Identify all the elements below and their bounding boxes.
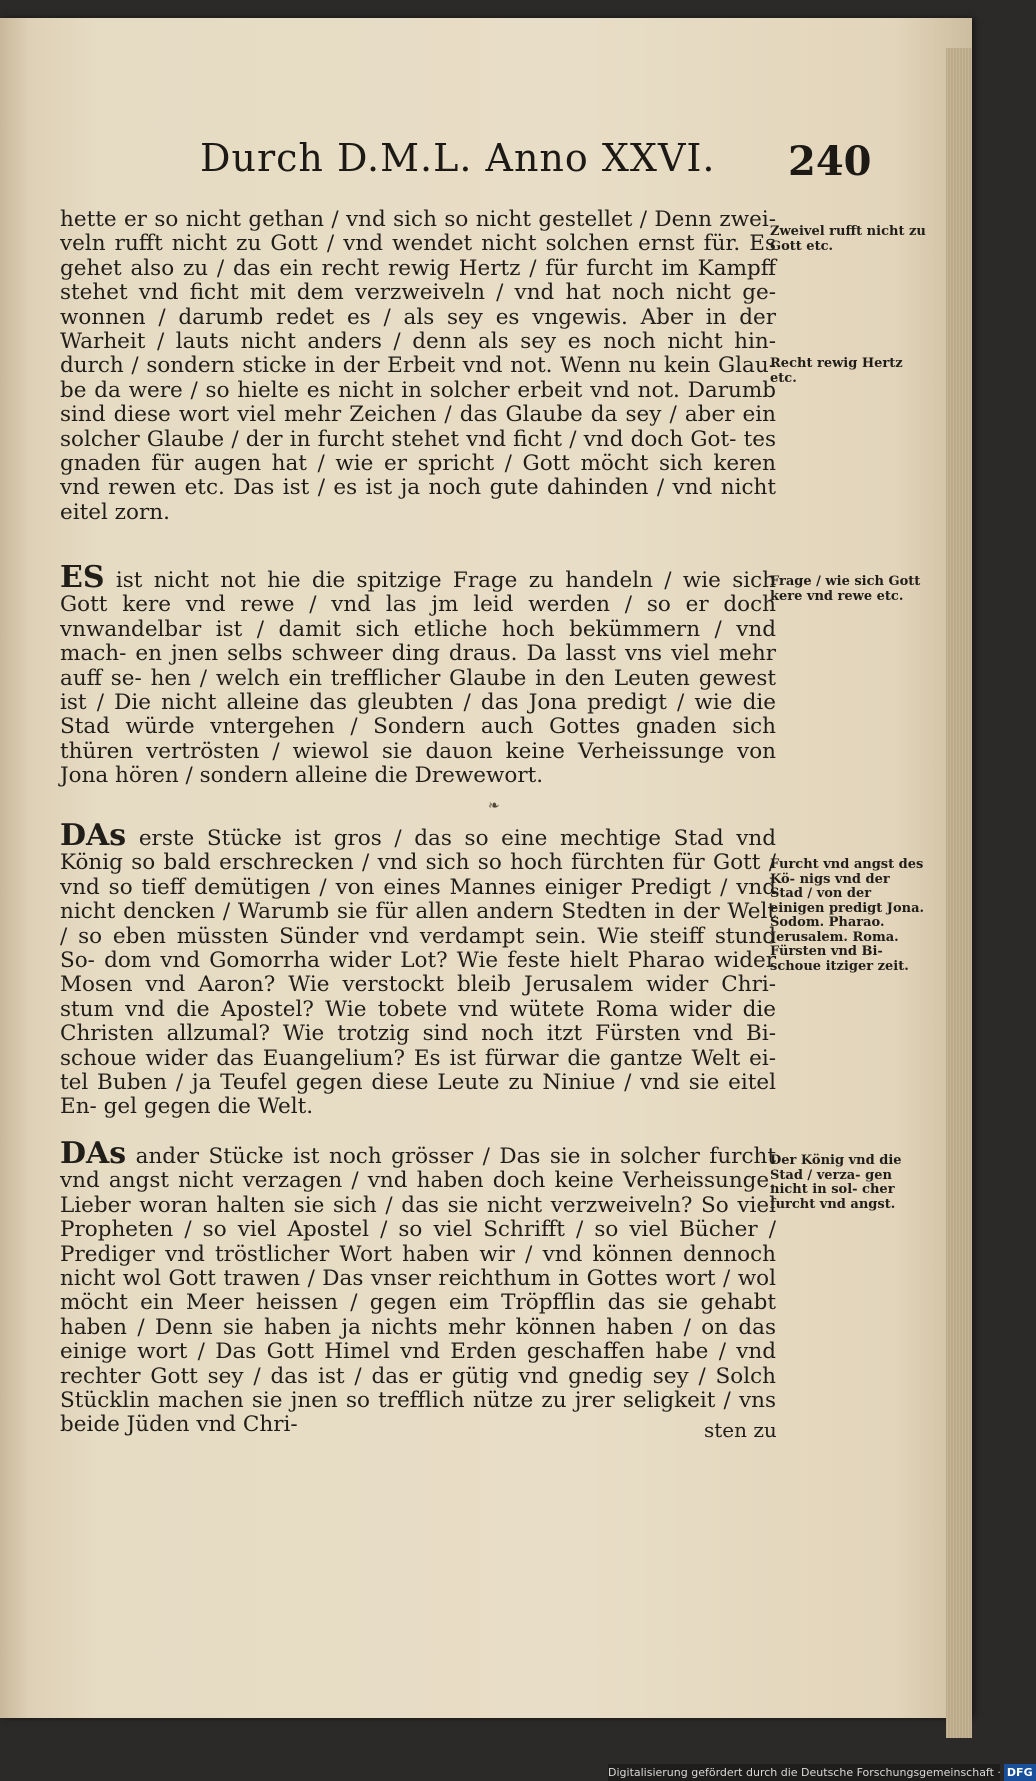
digitization-footer [608, 1764, 1033, 1781]
running-title: Durch D.M.L. Anno XXVI. [200, 136, 716, 180]
initial-letters: DAs [60, 818, 127, 853]
paragraph-4 [60, 1136, 776, 1438]
margin-note-3: Frage / wie sich Gott kere vnd rewe etc. [770, 574, 921, 604]
initial-letters: DAs [60, 1136, 127, 1171]
paragraph-2 [60, 560, 776, 792]
page-edge [946, 48, 972, 1738]
page-number: 240 [788, 138, 872, 185]
initial-letters: ES [60, 560, 105, 595]
paragraph-text: hette er so nicht gethan / vnd sich so nicht gestellet / Denn zwei- veln rufft nicht zu Gott / vnd wendet nicht solchen ernst für. Es gehet also zu / das ein recht rewig Hertz / für furcht im Kampff stehet vnd ficht mit dem verzweiveln / vnd hat noch nicht ge- wonnen / darumb redet es / als sey es vngewis. Aber in der Warheit / lauts nicht anders / denn als sey es noch nicht hin- durch / sondern sticke in der Erbeit vnd not. Wenn nu kein Glau- be da were / so hielte es nicht in solcher erbeit vnd not. Darumb sind diese wort viel mehr Zeichen / das Glaube da sey / aber ein solcher Glaube / der in furcht stehet vnd ficht / vnd doch Got- tes gnaden für augen hat / wie er spricht / Gott möcht sich keren vnd rewen etc. Das ist / es ist ja noch gute dahinden / vnd nicht eitel zorn. [60, 207, 776, 525]
paragraph-text: erste Stücke ist gros / das so eine mechtige Stad vnd König so bald erschrecken / vnd sich so hoch fürchten für Gott / vnd so tieff demütigen / von eines Mannes einiger Predigt / vnd nicht dencken / Warumb sie für allen andern Stedten in der Welt / so eben müssten Sünder vnd verdampt sein. Wie steiff stund So- dom vnd Gomorrha wider Lot? Wie feste hielt Pharao wider Mosen vnd Aaron? Wie verstockt bleib Jerusalem wider Chri- stum vnd die Apostel? Wie tobete vnd wütete Roma wider die Christen allzumal? Wie trotzig sind noch itzt Fürsten vnd Bi- schoue wider das Euangelium? Es ist fürwar die gantze Welt ei- tel Buben / ja Teufel gegen diese Leute zu Niniue / vnd sie eitel En- gel gegen die Welt. [60, 826, 776, 1120]
dfg-logo: DFG [1004, 1764, 1036, 1781]
paragraph-3 [60, 818, 776, 1144]
book-page [0, 18, 972, 1718]
footer-text: Digitalisierung gefördert durch die Deutsche Forschungsgemeinschaft · [608, 1766, 1001, 1779]
paragraph-text: ander Stücke ist noch grösser / Das sie in solcher furcht vnd angst nicht verzagen / vnd haben doch keine Verheissunge. Lieber woran halten sie sich / das sie nicht verzweiveln? So viel Propheten / so viel Apostel / so viel Schrifft / so viel Bücher / Prediger vnd tröstlicher Wort haben wir / vnd können dennoch nicht wol Gott trawen / Das vnser reichthum in Gottes wort / wol möcht ein Meer heissen / gegen eim Tröpfflin das sie gehabt haben / Denn sie haben ja nichts mehr können haben / on das einige wort / Das Gott Himel vnd Erden geschaffen habe / vnd rechter Gott sey / das ist / das er gütig vnd gnedig sey / Solch Stücklin machen sie jnen so trefflich nütze zu jrer seligkeit / vns beide Jüden vnd Chri- [60, 1144, 776, 1438]
margin-note-2: Recht rewig Hertz etc. [770, 356, 903, 386]
margin-note-4: Furcht vnd angst des Kö- nigs vnd der Stad / von der einigen predigt Jona. Sodom. Pharao. Jerusalem. Roma. Fürsten vnd Bi- schoue itziger zeit. [770, 857, 925, 974]
margin-note-5: Der König vnd die Stad / verza- gen nicht in sol- cher furcht vnd angst. [770, 1153, 902, 1212]
catchword: sten zu [704, 1418, 777, 1442]
paragraph-1 [60, 208, 776, 560]
margin-note-1: Zweivel rufft nicht zu Gott etc. [770, 224, 926, 254]
fleuron-ornament: ❧ [488, 798, 500, 814]
paragraph-text: ist nicht not hie die spitzige Frage zu handeln / wie sich Gott kere vnd rewe / vnd las jm leid werden / so er doch vnwandelbar ist / damit sich etliche hoch bekümmern / vnd mach- en jnen selbs schweer ding draus. Da lasst vns viel mehr auff se- hen / welch ein trefflicher Glaube in den Leuten gewest ist / Die nicht alleine das gleubten / das Jona predigt / wie die Stad würde vntergehen / Sondern auch Gottes gnaden sich thüren vertrösten / wiewol sie dauon keine Verheissunge von Jona hören / sondern alleine die Drewewort. [60, 568, 776, 789]
